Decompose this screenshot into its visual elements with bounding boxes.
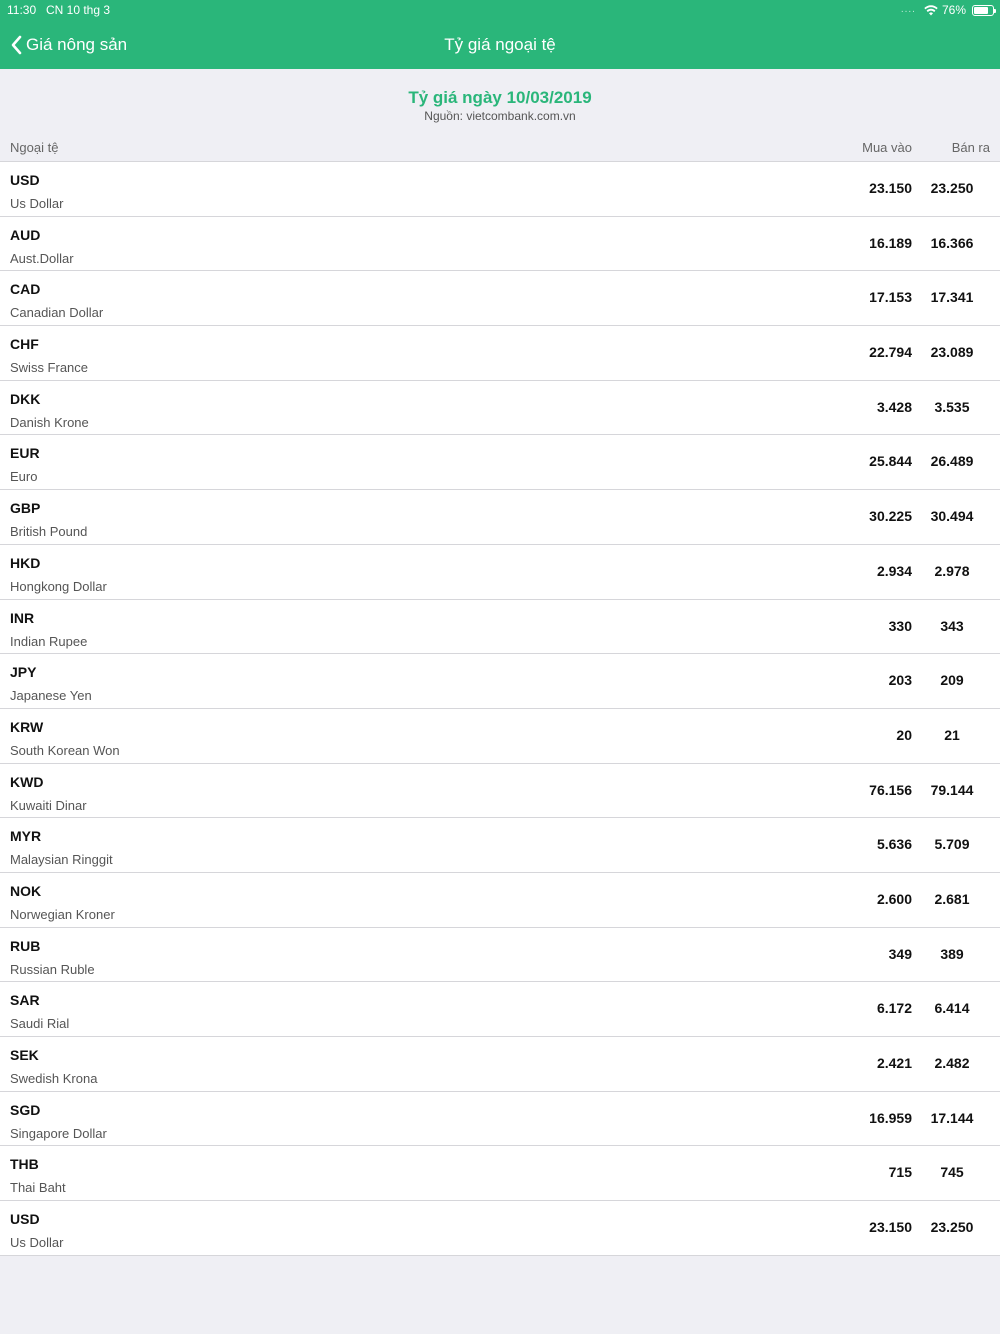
- currency-code: USD: [10, 172, 40, 188]
- status-date: CN 10 thg 3: [46, 3, 111, 17]
- sell-rate: 2.681: [934, 890, 970, 907]
- currency-code: EUR: [10, 445, 40, 462]
- sell-rate: 6.414: [934, 1000, 970, 1017]
- currency-code: NOK: [10, 882, 42, 899]
- battery-icon: [972, 5, 994, 16]
- signal-dots-icon: ....: [900, 4, 916, 15]
- currency-code: RUB: [10, 937, 41, 954]
- buy-rate: 349: [888, 945, 912, 962]
- rate-source: Nguồn: vietcombank.com.vn: [424, 109, 576, 123]
- rate-header: [0, 69, 1000, 162]
- chevron-left-icon: [10, 35, 22, 55]
- list-item[interactable]: [0, 162, 1000, 217]
- buy-rate: 2.934: [876, 562, 912, 579]
- list-item[interactable]: [0, 654, 1000, 709]
- sell-rate: 16.366: [930, 234, 974, 251]
- buy-rate: 25.844: [869, 453, 912, 470]
- currency-code: GBP: [10, 500, 41, 517]
- buy-rate: 17.153: [869, 289, 912, 306]
- wifi-icon: [924, 5, 938, 16]
- buy-rate: 76.156: [869, 781, 912, 798]
- list-item[interactable]: [0, 1146, 1000, 1201]
- currency-code: DKK: [10, 390, 41, 407]
- sell-rate: 209: [940, 672, 964, 689]
- buy-rate: 5.636: [876, 836, 912, 853]
- list-item[interactable]: [0, 709, 1000, 764]
- page-title: Tỷ giá ngoại tệ: [444, 35, 556, 54]
- back-label: Giá nông sản: [26, 34, 128, 54]
- currency-name: Canadian Dollar: [10, 305, 104, 321]
- status-bar: [0, 0, 1000, 20]
- buy-rate: 715: [888, 1164, 912, 1181]
- list-item[interactable]: [0, 982, 1000, 1037]
- list-item[interactable]: [0, 1037, 1000, 1092]
- list-item[interactable]: [0, 1092, 1000, 1147]
- currency-code: CAD: [10, 281, 41, 298]
- currency-code: SAR: [10, 992, 40, 1009]
- status-right: [901, 0, 994, 20]
- currency-code: HKD: [10, 554, 41, 571]
- buy-rate: 30.225: [869, 508, 912, 525]
- buy-rate: 23.150: [869, 180, 912, 196]
- currency-code: SEK: [10, 1047, 39, 1063]
- column-header-buy: Mua vào: [862, 140, 912, 155]
- buy-rate: 2.421: [876, 1055, 912, 1071]
- buy-rate: 23.150: [869, 1219, 912, 1236]
- sell-rate: 2.978: [934, 562, 970, 579]
- column-header-sell: Bán ra: [951, 140, 990, 155]
- list-item[interactable]: [0, 217, 1000, 272]
- currency-name: South Korean Won: [10, 742, 120, 758]
- list-item[interactable]: [0, 545, 1000, 600]
- currency-name: Aust.Dollar: [10, 250, 74, 266]
- rate-date-title: [0, 88, 1000, 108]
- currency-name: Us Dollar: [10, 196, 64, 211]
- currency-name: Russian Ruble: [10, 961, 95, 977]
- currency-name: Euro: [10, 469, 38, 485]
- currency-name: Hongkong Dollar: [10, 578, 107, 594]
- currency-code: INR: [10, 609, 35, 626]
- currency-code: KWD: [10, 773, 44, 790]
- sell-rate: 26.489: [930, 453, 974, 470]
- buy-rate: 16.959: [869, 1109, 912, 1126]
- top-bar: [0, 0, 1000, 69]
- currency-code: MYR: [10, 828, 42, 845]
- currency-name: Thai Baht: [10, 1180, 66, 1196]
- buy-rate: 16.189: [869, 234, 912, 251]
- currency-name: Swedish Krona: [10, 1071, 98, 1086]
- rate-title-prefix: Tỷ giá ngày: [408, 88, 507, 107]
- buy-rate: 330: [888, 617, 912, 634]
- currency-code: SGD: [10, 1101, 41, 1118]
- rate-list[interactable]: [0, 161, 1000, 1256]
- list-item[interactable]: [0, 818, 1000, 873]
- currency-name: Indian Rupee: [10, 633, 88, 649]
- buy-rate: 2.600: [876, 890, 912, 907]
- sell-rate: 30.494: [930, 508, 974, 525]
- list-item[interactable]: [0, 928, 1000, 983]
- buy-rate: 203: [888, 672, 912, 689]
- list-item[interactable]: [0, 490, 1000, 545]
- sell-rate: 23.089: [930, 344, 974, 361]
- currency-name: Kuwaiti Dinar: [10, 797, 87, 813]
- currency-name: Malaysian Ringgit: [10, 852, 113, 868]
- sell-rate: 5.709: [934, 836, 970, 853]
- buy-rate: 20: [896, 726, 912, 743]
- currency-code: AUD: [10, 226, 41, 243]
- currency-name: British Pound: [10, 524, 88, 540]
- list-item[interactable]: [0, 326, 1000, 381]
- currency-code: USD: [10, 1211, 40, 1228]
- currency-name: Japanese Yen: [10, 688, 92, 704]
- currency-code: JPY: [10, 664, 37, 681]
- sell-rate: 21: [944, 726, 960, 743]
- battery-fill: [974, 7, 988, 14]
- buy-rate: 6.172: [876, 1000, 912, 1017]
- status-time: 11:30: [7, 3, 37, 17]
- buy-rate: 22.794: [869, 344, 912, 361]
- currency-name: Swiss France: [10, 360, 89, 376]
- back-button[interactable]: [10, 20, 127, 69]
- currency-code: THB: [10, 1156, 39, 1173]
- currency-code: CHF: [10, 336, 39, 353]
- currency-name: Us Dollar: [10, 1235, 64, 1251]
- list-item[interactable]: [0, 600, 1000, 655]
- sell-rate: 23.250: [930, 180, 974, 196]
- currency-name: Saudi Rial: [10, 1016, 70, 1032]
- sell-rate: 343: [940, 617, 964, 634]
- sell-rate: 3.535: [934, 398, 970, 415]
- list-item[interactable]: [0, 435, 1000, 490]
- list-item[interactable]: [0, 873, 1000, 928]
- buy-rate: 3.428: [876, 398, 912, 415]
- list-item[interactable]: [0, 271, 1000, 326]
- navigation-bar: [0, 20, 1000, 69]
- sell-rate: 17.341: [930, 289, 974, 306]
- sell-rate: 17.144: [930, 1109, 974, 1126]
- list-item[interactable]: [0, 381, 1000, 436]
- currency-name: Danish Krone: [10, 414, 89, 430]
- sell-rate: 389: [940, 945, 964, 962]
- rate-date: 10/03/2019: [506, 88, 592, 107]
- sell-rate: 745: [940, 1164, 964, 1181]
- battery-percent: 76%: [941, 3, 966, 17]
- sell-rate: 23.250: [930, 1219, 974, 1236]
- currency-name: Norwegian Kroner: [10, 906, 115, 922]
- list-item[interactable]: [0, 1201, 1000, 1256]
- currency-name: Singapore Dollar: [10, 1125, 107, 1141]
- sell-rate: 2.482: [934, 1055, 970, 1071]
- sell-rate: 79.144: [930, 781, 974, 798]
- currency-code: KRW: [10, 718, 44, 735]
- column-header-currency: Ngoại tệ: [10, 140, 59, 155]
- list-item[interactable]: [0, 764, 1000, 819]
